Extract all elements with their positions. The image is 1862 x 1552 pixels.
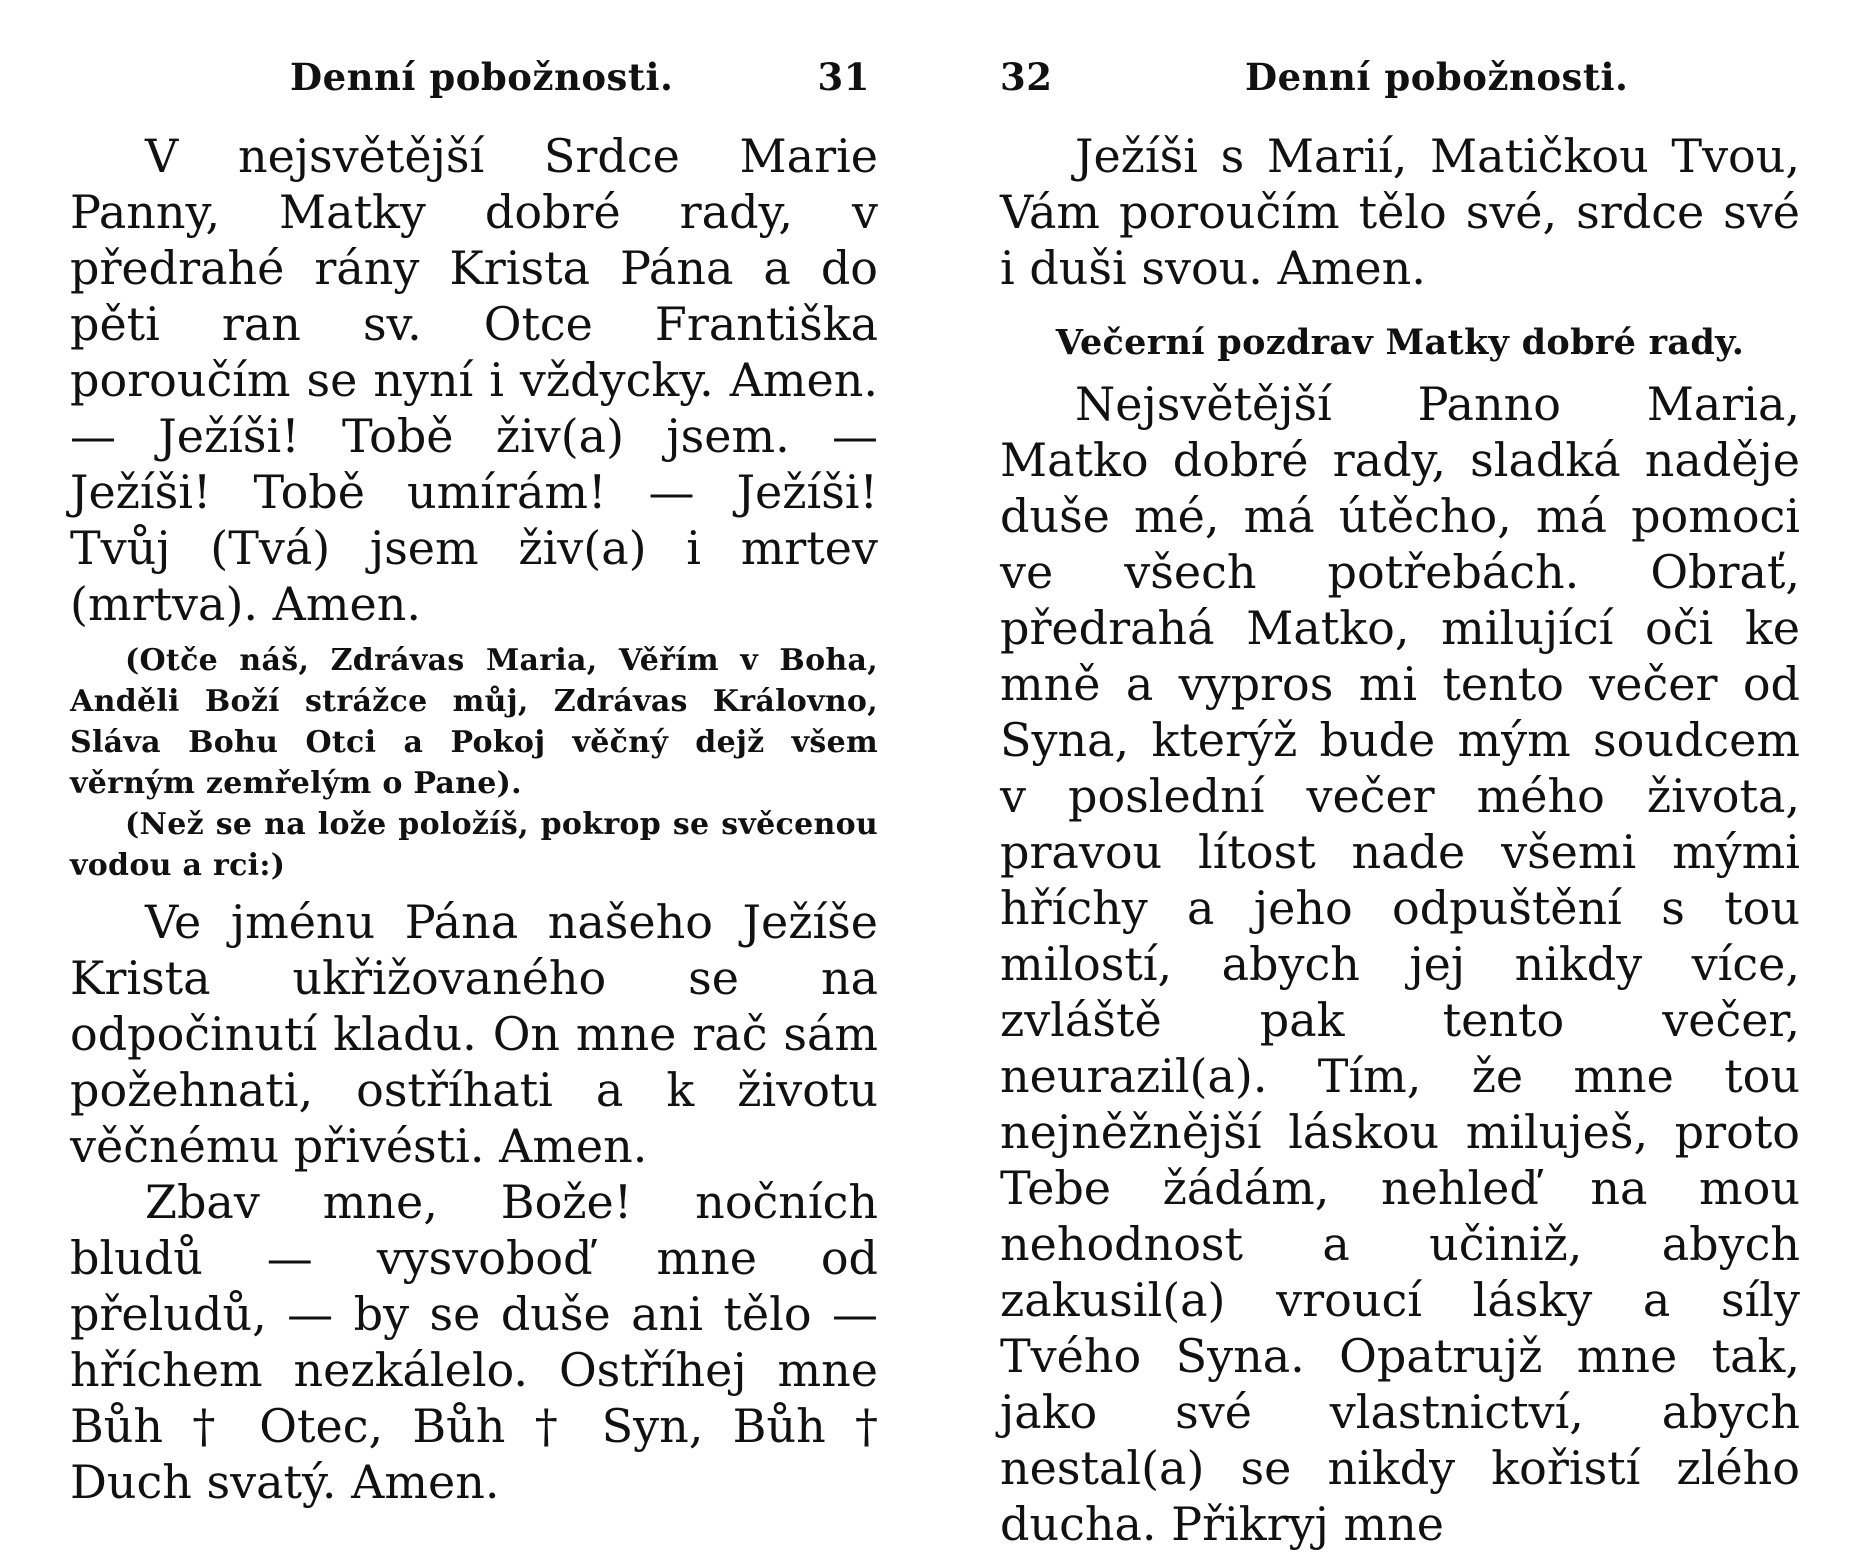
right-header-title: Denní pobožnosti. bbox=[1245, 55, 1629, 99]
left-running-head bbox=[70, 55, 878, 105]
right-running-head bbox=[1000, 55, 1800, 105]
left-paragraph-2: Ve jménu Pána našeho Ježíše Krista ukřižovaného se na odpočinutí kladu. On mne rač sám požehnati, ostříhati a k životu věčnému přivésti. Amen. bbox=[70, 895, 878, 1173]
left-header-title: Denní pobožnosti. bbox=[290, 55, 674, 99]
right-page-number: 32 bbox=[1000, 55, 1053, 99]
left-page-number: 31 bbox=[817, 55, 870, 99]
left-paragraph-3: Zbav mne, Bože! nočních bludů — vysvoboď mne od přeludů, — by se duše ani tělo — hříchem nezkálelo. Ostříhej mne Bůh † Otec, Bůh † Syn, Bůh † Duch svatý. Amen. bbox=[70, 1175, 878, 1509]
left-page-body bbox=[70, 128, 878, 1510]
right-paragraph-2: Nejsvětější Panno Maria, Matko dobré rady, sladká naděje duše mé, má útěcho, má pomoci ve všech potřebách. Obrať, předrahá Matko, milující oči ke mně a vypros mi tento večer od Syna, kterýž bude mým soudcem v poslední večer mého života, pravou lítost nade všemi mými hříchy a jeho odpuštění s tou milostí, abych jej nikdy více, zvláště pak tento večer, neurazil(a). Tím, že mne tou nejněžnější láskou miluješ, proto Tebe žádám, nehleď na mou nehodnost a učiniž, abych zakusil(a) vroucí lásky a síly Tvého Syna. Opatrujž mne tak, jako své vlastnictví, abych nestal(a) se nikdy kořistí zlého ducha. Přikryj mne bbox=[1000, 377, 1800, 1551]
left-paragraph-1: V nejsvětější Srdce Marie Panny, Matky dobré rady, v předrahé rány Krista Pána a do pěti ran sv. Otce Františka poroučím se nyní i vždycky. Amen. — Ježíši! Tobě živ(a) jsem. — Ježíši! Tobě umírám! — Ježíši! Tvůj (Tvá) jsem živ(a) i mrtev (mrtva). Amen. bbox=[70, 129, 878, 631]
left-page bbox=[70, 0, 878, 1509]
right-page bbox=[1000, 0, 1800, 1551]
right-paragraph-1: Ježíši s Marií, Matičkou Tvou, Vám poroučím tělo své, srdce své i duši svou. Amen. bbox=[1000, 129, 1800, 295]
section-heading: Večerní pozdrav Matky dobré rady. bbox=[1055, 322, 1745, 363]
right-page-body bbox=[1000, 128, 1800, 1552]
left-note-2: (Než se na lože položíš, pokrop se svěcenou vodou a rci:) bbox=[70, 807, 878, 883]
left-note-1: (Otče náš, Zdrávas Maria, Věřím v Boha, Anděli Boží strážce můj, Zdrávas Královno, Sláva Bohu Otci a Pokoj věčný dejž všem věrným zemřelým o Pane). bbox=[70, 643, 878, 801]
